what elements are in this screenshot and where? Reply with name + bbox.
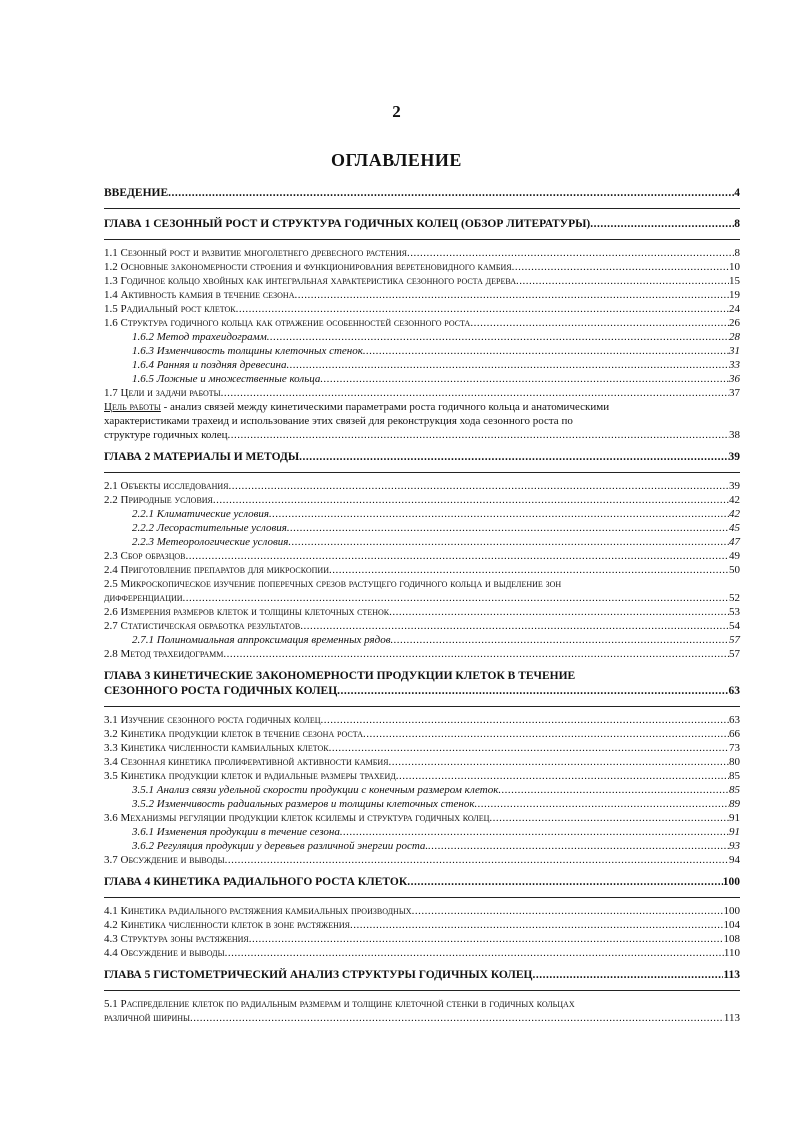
dot-leader [221, 386, 729, 400]
entry-page: 80 [729, 756, 740, 768]
toc-sub-entry[interactable] [104, 521, 740, 535]
entry-page: 100 [722, 876, 740, 888]
dot-leader [287, 521, 729, 535]
entry-title: 1.1 Сезонный рост и развитие многолетнего древесного растения [104, 247, 407, 259]
toc-sub-entry[interactable] [104, 372, 740, 386]
toc-section-entry[interactable] [104, 288, 740, 302]
dot-leader [223, 647, 729, 661]
entry-page: 42 [729, 508, 740, 520]
entry-title: ГЛАВА 2 МАТЕРИАЛЫ И МЕТОДЫ [104, 451, 300, 463]
entry-title: 2.4 Приготовление препаратов для микроскопии [104, 564, 329, 576]
entry-page: 50 [729, 564, 740, 576]
toc-sub-entry[interactable] [104, 825, 740, 839]
dot-leader [225, 853, 729, 867]
entry-page: 113 [723, 1012, 740, 1024]
dot-leader [269, 507, 729, 521]
toc-section-entry[interactable] [104, 246, 740, 260]
entry-title: 2.7.1 Полиномиальная аппроксимация временных рядов [132, 634, 391, 646]
entry-page: 31 [729, 345, 740, 357]
entry-title: 1.6.5 Ложные и множественные кольца [132, 373, 321, 385]
entry-title: ГЛАВА 5 ГИСТОМЕТРИЧЕСКИЙ АНАЛИЗ СТРУКТУРЫ ГОДИЧНЫХ КОЛЕЦ [104, 969, 533, 981]
toc-section-entry[interactable] [104, 727, 740, 741]
entry-page: 53 [729, 606, 740, 618]
dot-leader [590, 217, 734, 231]
entry-title: 4.4 Обсуждение и выводы [104, 947, 225, 959]
toc-section-entry[interactable] [104, 741, 740, 755]
goal-text: характеристиками трахеид и использование этих связей для реконструкция хода сезонного роста по [104, 415, 573, 427]
entry-title: 1.3 Годичное кольцо хвойных как интегральная характеристика сезонного роста дерева [104, 275, 516, 287]
toc-sub-entry[interactable] [104, 633, 740, 647]
toc-chapter-entry[interactable] [104, 450, 740, 464]
entry-title: 3.7 Обсуждение и выводы [104, 854, 225, 866]
entry-title: 1.6 Структура годичного кольца как отражение особенностей сезонного роста [104, 317, 471, 329]
toc-section-entry[interactable] [104, 549, 740, 563]
dot-leader [267, 330, 729, 344]
dot-leader [412, 904, 724, 918]
toc-section-entry[interactable] [104, 997, 740, 1025]
toc-section-entry[interactable] [104, 755, 740, 769]
entry-page: 19 [729, 289, 740, 301]
dot-leader [287, 358, 730, 372]
toc-section-entry[interactable] [104, 493, 740, 507]
entry-title: 2.6 Измерения размеров клеток и толщины клеточных стенок [104, 606, 390, 618]
entry-title-line: 2.5 Микроскопическое изучение поперечных срезов растущего годичного кольца и выделение зон [104, 578, 562, 590]
dot-leader [388, 755, 729, 769]
entry-page: 113 [723, 969, 740, 981]
entry-page: 42 [729, 494, 740, 506]
toc-chapter-entry[interactable] [104, 875, 740, 889]
entry-page: 28 [729, 331, 740, 343]
entry-page: 52 [729, 592, 740, 604]
entry-page: 26 [729, 317, 740, 329]
toc-section-entry[interactable] [104, 577, 740, 605]
toc-sub-entry[interactable] [104, 344, 740, 358]
entry-title: 2.1 Объекты исследования [104, 480, 229, 492]
entry-page: 85 [729, 770, 740, 782]
dot-leader [249, 932, 724, 946]
entry-title-line: 5.1 Распределение клеток по радиальным размерам и толщине клеточной стенки в годичных кольцах [104, 998, 575, 1010]
entry-page: 91 [729, 812, 740, 824]
entry-title: 3.5.1 Анализ связи удельной скорости продукции с конечным размером клеток [132, 784, 499, 796]
entry-page: 110 [723, 947, 740, 959]
toc-goal-entry[interactable] [104, 400, 740, 442]
entry-page: 89 [729, 798, 740, 810]
entry-title: 3.6.1 Изменения продукции в течение сезона [132, 826, 340, 838]
toc-section-entry[interactable] [104, 811, 740, 825]
entry-title-line: ГЛАВА 3 КИНЕТИЧЕСКИЕ ЗАКОНОМЕРНОСТИ ПРОДУКЦИИ КЛЕТОК В ТЕЧЕНИЕ [104, 670, 576, 682]
entry-title-line: СЕЗОННОГО РОСТА ГОДИЧНЫХ КОЛЕЦ [104, 685, 338, 697]
dot-leader [390, 633, 729, 647]
dot-leader [532, 968, 723, 982]
dot-leader [396, 769, 729, 783]
toc-section-entry[interactable] [104, 932, 740, 946]
entry-title: 2.2 Природные условия [104, 494, 213, 506]
entry-title: 2.2.3 Метеорологические условия [132, 536, 289, 548]
divider [104, 990, 740, 991]
entry-page: 54 [729, 620, 740, 632]
dot-leader [329, 741, 729, 755]
dot-leader [300, 619, 729, 633]
dot-leader [186, 549, 729, 563]
dot-leader [213, 493, 729, 507]
page-title: ОГЛАВЛЕНИЕ [331, 150, 462, 170]
entry-title: 1.7 Цели и задачи работы [104, 387, 221, 399]
entry-page: 57 [729, 634, 740, 646]
toc-section-entry[interactable] [104, 316, 740, 330]
entry-title: 1.6.3 Изменчивость толщины клеточных стенок [132, 345, 363, 357]
toc-section-entry[interactable] [104, 605, 740, 619]
entry-page: 36 [729, 373, 740, 385]
entry-title: 4.2 Кинетика численности клеток в зоне растяжения [104, 919, 350, 931]
entry-page: 57 [729, 648, 740, 660]
entry-title: 3.4 Сезонная кинетика пролиферативной активности камбия [104, 756, 389, 768]
entry-page: 24 [729, 303, 740, 315]
toc-sub-entry[interactable] [104, 330, 740, 344]
dot-leader [229, 479, 729, 493]
divider [104, 239, 740, 240]
dot-leader [363, 344, 729, 358]
toc-section-entry[interactable] [104, 769, 740, 783]
entry-page: 104 [723, 919, 740, 931]
entry-title: 3.5 Кинетика продукции клеток и радиальные размеры трахеид [104, 770, 396, 782]
toc-sub-entry[interactable] [104, 783, 740, 797]
entry-title: 3.2 Кинетика продукции клеток в течение сезона роста [104, 728, 364, 740]
entry-title: ГЛАВА 1 СЕЗОННЫЙ РОСТ И СТРУКТУРА ГОДИЧНЫХ КОЛЕЦ (ОБЗОР ЛИТЕРАТУРЫ) [104, 218, 591, 230]
toc-section-entry[interactable] [104, 386, 740, 400]
entry-page: 85 [729, 784, 740, 796]
dot-leader [320, 372, 729, 386]
dot-leader [516, 274, 729, 288]
entry-page: 100 [723, 905, 740, 917]
entry-page: 91 [729, 826, 740, 838]
dot-leader [337, 684, 728, 698]
entry-page: 10 [729, 261, 740, 273]
entry-title: 1.2 Основные закономерности строения и функционирования веретеновидного камбия [104, 261, 512, 273]
dot-leader [428, 839, 729, 853]
entry-title: 2.2.1 Климатические условия [132, 508, 270, 520]
goal-text: структуре годичных колец [104, 429, 228, 441]
toc-section-entry[interactable] [104, 479, 740, 493]
entry-title: 2.7 Статистическая обработка результатов [104, 620, 301, 632]
toc-section-entry[interactable] [104, 563, 740, 577]
entry-title: ВВЕДЕНИЕ [104, 187, 169, 199]
entry-page: 8 [734, 218, 740, 230]
dot-leader [228, 428, 729, 442]
entry-page: 47 [729, 536, 740, 548]
toc-chapter-entry[interactable] [104, 217, 740, 231]
dot-leader [340, 825, 729, 839]
entry-title: 3.3 Кинетика численности камбиальных клеток [104, 742, 329, 754]
entry-page: 37 [729, 387, 740, 399]
entry-title: 3.5.2 Изменчивость радиальных размеров и толщины клеточных стенок [132, 798, 475, 810]
dot-leader [168, 186, 734, 200]
toc-section-entry[interactable] [104, 918, 740, 932]
dot-leader [288, 535, 729, 549]
toc-section-entry[interactable] [104, 274, 740, 288]
dot-leader [470, 316, 729, 330]
entry-page: 33 [729, 359, 740, 371]
dot-leader [512, 260, 729, 274]
divider [104, 897, 740, 898]
toc-section-entry[interactable] [104, 647, 740, 661]
toc-section-entry[interactable] [104, 260, 740, 274]
entry-page: 39 [728, 451, 740, 463]
entry-page: 94 [729, 854, 740, 866]
dot-leader [350, 918, 724, 932]
divider [104, 706, 740, 707]
entry-page: 38 [729, 429, 740, 441]
entry-page: 4 [734, 187, 740, 199]
dot-leader [407, 875, 723, 889]
entry-title-line: дифференциации [104, 592, 183, 604]
entry-page: 73 [729, 742, 740, 754]
entry-page: 15 [729, 275, 740, 287]
toc-section-entry[interactable] [104, 946, 740, 960]
entry-title: 1.6.2 Метод трахеидограмм [132, 331, 267, 343]
entry-page: 45 [729, 522, 740, 534]
toc-chapter-entry[interactable] [104, 968, 740, 982]
entry-title: 1.4 Активность камбия в течение сезона [104, 289, 295, 301]
entry-title: 2.3 Сбор образцов [104, 550, 186, 562]
goal-label: Цель работы [104, 401, 161, 413]
dot-leader [320, 713, 729, 727]
toc-sub-entry[interactable] [104, 535, 740, 549]
dot-leader [329, 563, 729, 577]
entry-page: 66 [729, 728, 740, 740]
toc-sub-entry[interactable] [104, 797, 740, 811]
toc-section-entry[interactable] [104, 853, 740, 867]
divider [104, 208, 740, 209]
dot-leader [489, 811, 729, 825]
dot-leader [498, 783, 729, 797]
entry-page: 63 [728, 685, 740, 697]
dot-leader [299, 450, 728, 464]
dot-leader [389, 605, 729, 619]
entry-page: 8 [734, 247, 740, 259]
goal-text: - анализ связей между кинетическими параметрами роста годичного кольца и анатомическими [160, 401, 610, 413]
toc-chapter-entry[interactable] [104, 669, 740, 698]
entry-page: 108 [723, 933, 740, 945]
entry-title: 2.2.2 Лесорастительные условия [132, 522, 287, 534]
entry-page: 63 [729, 714, 740, 726]
entry-title: 1.6.4 Ранняя и поздняя древесина [132, 359, 287, 371]
dot-leader [475, 797, 730, 811]
entry-title-line: различной ширины [104, 1012, 190, 1024]
dot-leader [363, 727, 729, 741]
toc-section-entry[interactable] [104, 904, 740, 918]
entry-title: 3.6.2 Регуляция продукции у деревьев различной энергии роста. [132, 840, 429, 852]
entry-page: 49 [729, 550, 740, 562]
entry-title: 3.1 Изучение сезонного роста годичных колец [104, 714, 321, 726]
entry-title: 2.8 Метод трахеидограмм [104, 648, 224, 660]
toc-chapter-entry[interactable] [104, 186, 740, 200]
entry-title: 4.3 Структура зоны растяжения [104, 933, 249, 945]
entry-title: 3.6 Механизмы регуляции продукции клеток ксилемы и структура годичных колец [104, 812, 490, 824]
toc-sub-entry[interactable] [104, 358, 740, 372]
divider [104, 472, 740, 473]
dot-leader [190, 1011, 724, 1025]
toc-section-entry[interactable] [104, 302, 740, 316]
toc-section-entry[interactable] [104, 619, 740, 633]
entry-title: 4.1 Кинетика радиального растяжения камбиальных производных [104, 905, 412, 917]
toc-sub-entry[interactable] [104, 507, 740, 521]
entry-title: ГЛАВА 4 КИНЕТИКА РАДИАЛЬНОГО РОСТА КЛЕТОК [104, 876, 408, 888]
table-of-contents [104, 186, 740, 1025]
dot-leader [183, 591, 729, 605]
dot-leader [225, 946, 724, 960]
dot-leader [294, 288, 729, 302]
toc-section-entry[interactable] [104, 713, 740, 727]
entry-page: 93 [729, 840, 740, 852]
page-number: 2 [392, 102, 401, 121]
dot-leader [236, 302, 729, 316]
entry-title: 1.5 Радиальный рост клеток [104, 303, 236, 315]
dot-leader [407, 246, 735, 260]
entry-page: 39 [729, 480, 740, 492]
toc-sub-entry[interactable] [104, 839, 740, 853]
